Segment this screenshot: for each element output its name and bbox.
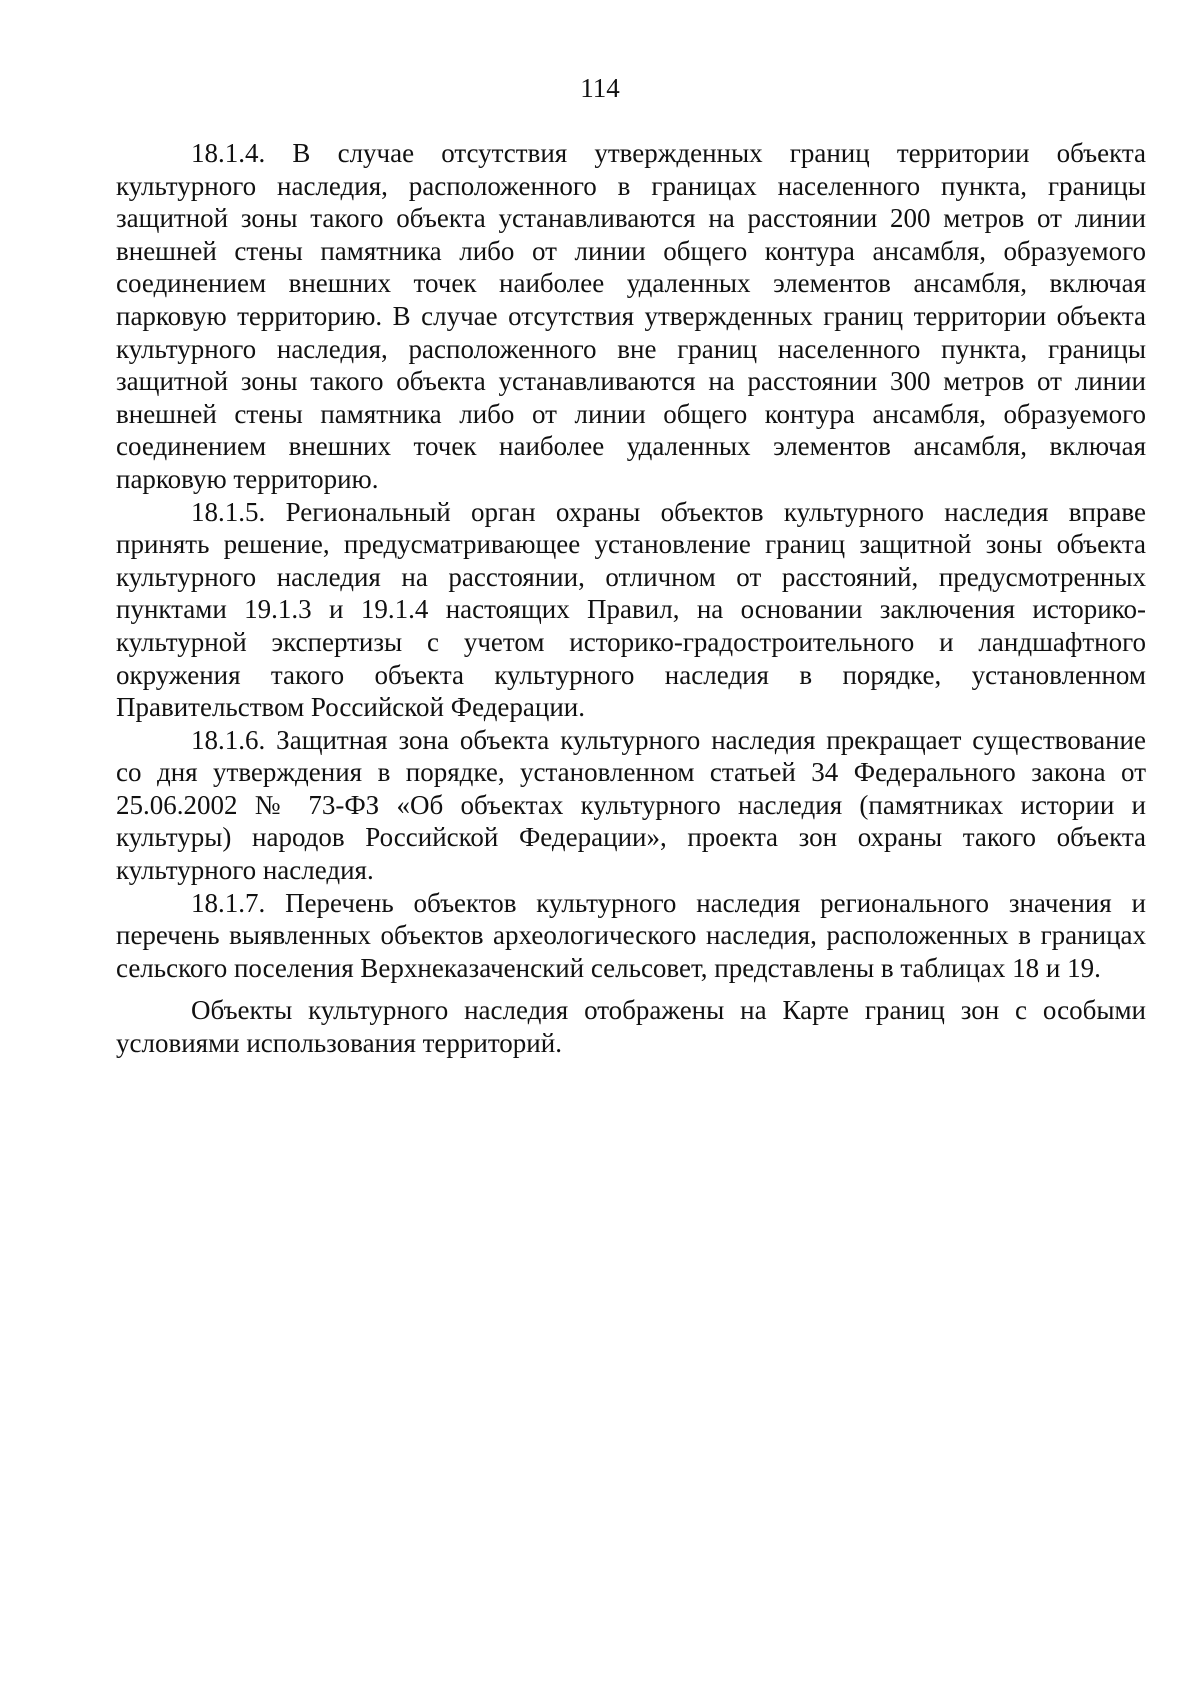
document-body [116,137,1146,1060]
paragraph-18-1-5: 18.1.5. Региональный орган охраны объектов культурного наследия вправе принять решение, предусматривающее установление границ защитной зоны объекта культурного наследия на расстоянии, отличном от расстояний, предусмотренных пунктами 19.1.3 и 19.1.4 настоящих Правил, на основании заключения историко-культурной экспертизы с учетом историко-градостроительного и ландшафтного окружения такого объекта культурного наследия в порядке, установленном Правительством Российской Федерации. [116,496,1146,723]
page-number: 114 [580,73,620,103]
paragraph-map-reference: Объекты культурного наследия отображены на Карте границ зон с особыми условиями использования территорий. [116,995,1146,1059]
paragraph-18-1-4: 18.1.4. В случае отсутствия утвержденных границ территории объекта культурного наследия, расположенного в границах населенного пункта, границы защитной зоны такого объекта устанавливаются на расстоянии 200 метров от линии внешней стены памятника либо от линии общего контура ансамбля, образуемого соединением внешних точек наиболее удаленных элементов ансамбля, включая парковую территорию. В случае отсутствия утвержденных границ территории объекта культурного наследия, расположенного вне границ населенного пункта, границы защитной зоны такого объекта устанавливаются на расстоянии 300 метров от линии внешней стены памятника либо от линии общего контура ансамбля, образуемого соединением внешних точек наиболее удаленных элементов ансамбля, включая парковую территорию. [116,138,1146,494]
paragraph-18-1-6: 18.1.6. Защитная зона объекта культурного наследия прекращает существование со дня утверждения в порядке, установленном статьей 34 Федерального закона от 25.06.2002 № 73-ФЗ «Об объектах культурного наследия (памятниках истории и культуры) народов Российской Федерации», проекта зон охраны такого объекта культурного наследия. [116,724,1146,886]
paragraph-18-1-7: 18.1.7. Перечень объектов культурного наследия регионального значения и перечень выявленных объектов археологического наследия, расположенных в границах сельского поселения Верхнеказаченский сельсовет, представлены в таблицах 18 и 19. [116,887,1146,983]
